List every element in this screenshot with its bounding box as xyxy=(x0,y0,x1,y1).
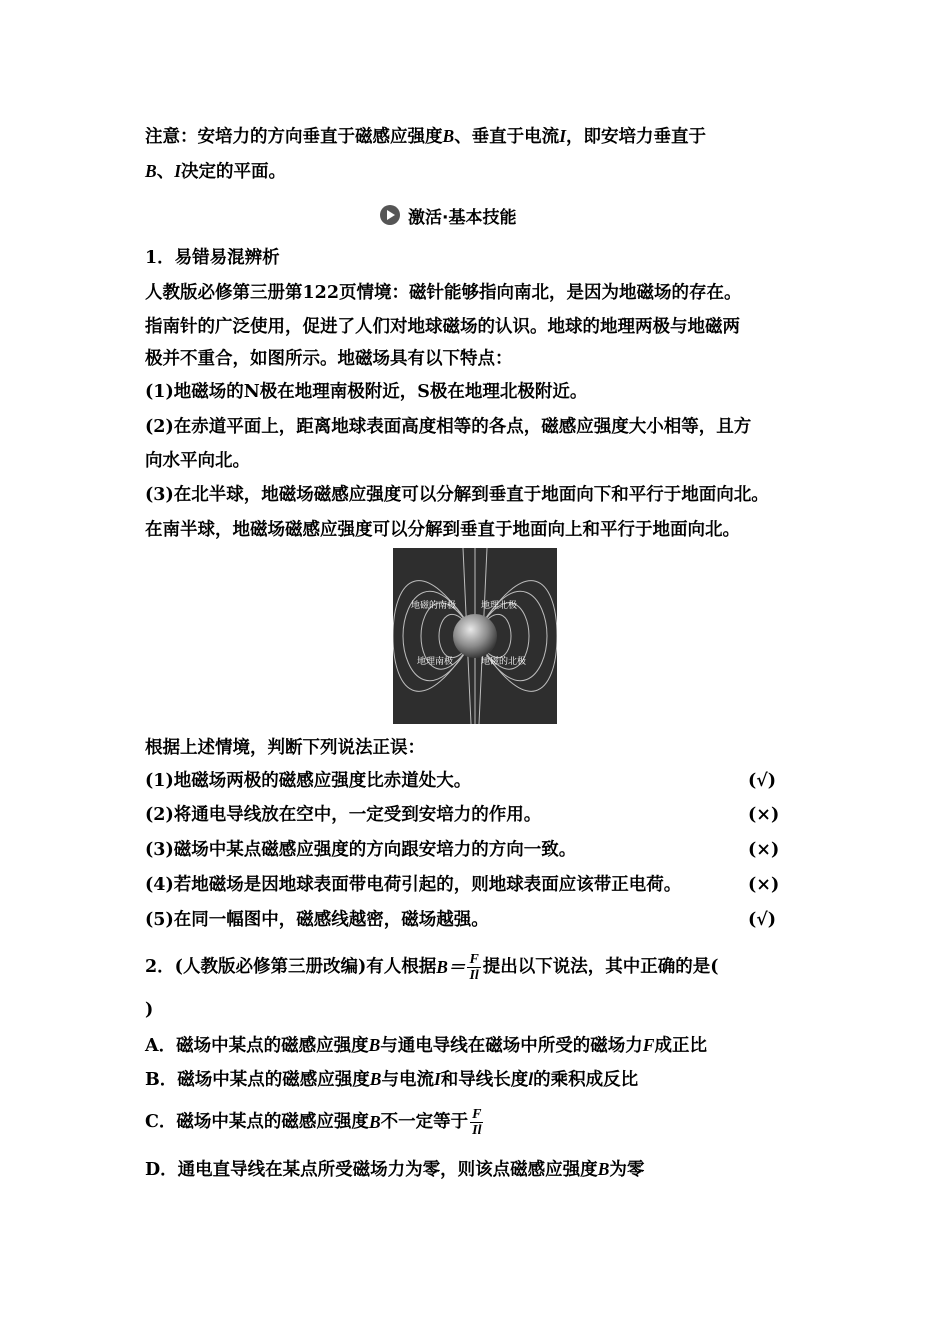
symbol-B: B xyxy=(368,1035,381,1055)
option-text: 和导线长度 xyxy=(440,1070,529,1090)
q1-heading: 1．易错易混辨析 xyxy=(145,248,280,268)
option-text: 为零 xyxy=(609,1160,645,1180)
symbol-B: B xyxy=(597,1159,610,1179)
option-A xyxy=(145,1033,815,1058)
option-text: B．磁场中某点的磁感应强度 xyxy=(145,1070,370,1090)
symbol-B: B xyxy=(145,161,157,181)
note-text: ，即安培力垂直于 xyxy=(566,127,706,147)
judgment-prompt: 根据上述情境，判断下列说法正误： xyxy=(145,738,425,758)
label-geographic-south: 地理南极 xyxy=(417,657,454,667)
context-line: 指南针的广泛使用，促进了人们对地球磁场的认识。地球的地理两极与地磁两 xyxy=(145,317,740,337)
context-line: 极并不重合，如图所示。地磁场具有以下特点： xyxy=(145,349,513,369)
judgment-item: (1)地磁场两极的磁感应强度比赤道处大。 xyxy=(145,771,472,791)
q2-stem-close: ) xyxy=(145,1000,154,1020)
judgment-mark: (×) xyxy=(748,805,780,825)
formula-fraction xyxy=(467,952,480,983)
option-text: 成正比 xyxy=(654,1036,707,1056)
earth-globe xyxy=(453,614,497,658)
q2-stem-text: 提出以下说法，其中正确的是( xyxy=(482,957,719,977)
option-text: 不一定等于 xyxy=(380,1112,469,1132)
play-icon xyxy=(380,205,400,225)
note-line-2 xyxy=(145,159,815,184)
q2-stem xyxy=(145,948,815,986)
formula-lhs: B＝ xyxy=(436,957,466,977)
symbol-l: l xyxy=(528,1069,534,1089)
context-line: (2)在赤道平面上，距离地球表面高度相等的各点，磁感应强度大小相等，且方 xyxy=(145,417,752,437)
judgment-mark: (√) xyxy=(748,910,777,930)
symbol-I: I xyxy=(174,161,181,181)
note-text: 、 xyxy=(156,162,175,182)
label-magnetic-north: 地磁的北极 xyxy=(481,657,527,667)
judgment-mark: (√) xyxy=(748,771,777,791)
option-text: A．磁场中某点的磁感应强度 xyxy=(145,1036,369,1056)
label-magnetic-south: 地磁的南极 xyxy=(411,601,457,611)
symbol-B: B xyxy=(368,1112,381,1132)
note-text: ：安培力的方向垂直于磁感应强度 xyxy=(180,127,443,147)
symbol-B: B xyxy=(369,1069,382,1089)
context-line: 在南半球，地磁场磁感应强度可以分解到垂直于地面向上和平行于地面向北。 xyxy=(145,520,740,540)
option-text: C．磁场中某点的磁感应强度 xyxy=(145,1112,369,1132)
judgment-mark: (×) xyxy=(748,840,780,860)
fraction-denominator: Il xyxy=(469,967,479,983)
note-text: 决定的平面。 xyxy=(181,162,286,182)
judgment-item: (3)磁场中某点磁感应强度的方向跟安培力的方向一致。 xyxy=(145,840,577,860)
option-D xyxy=(145,1157,815,1182)
option-B xyxy=(145,1067,815,1092)
judgment-item: (2)将通电导线放在空中，一定受到安培力的作用。 xyxy=(145,805,542,825)
fraction-numerator: F xyxy=(472,1106,482,1122)
option-text: 与电流 xyxy=(381,1070,434,1090)
earth-magnetic-field-figure xyxy=(393,548,557,724)
symbol-I: I xyxy=(433,1069,441,1089)
q2-stem-text: 2．(人教版必修第三册改编)有人根据 xyxy=(145,957,437,977)
note-line-1 xyxy=(145,124,815,149)
label-geographic-north: 地理北极 xyxy=(481,601,518,611)
context-line: 向水平向北。 xyxy=(145,451,250,471)
fraction-numerator: F xyxy=(469,951,479,967)
note-label: 注意 xyxy=(145,127,180,147)
note-text: 、垂直于电流 xyxy=(454,127,560,147)
option-text: 与通电导线在磁场中所受的磁场力 xyxy=(380,1036,643,1056)
field-lines-diagram xyxy=(393,548,557,724)
fraction-denominator: Il xyxy=(472,1122,482,1138)
judgment-item: (5)在同一幅图中，磁感线越密，磁场越强。 xyxy=(145,910,489,930)
section-title: 激活·基本技能 xyxy=(408,207,517,228)
context-line: (3)在北半球，地磁场磁感应强度可以分解到垂直于地面向下和平行于地面向北。 xyxy=(145,485,769,505)
judgment-item: (4)若地磁场是因地球表面带电荷引起的，则地球表面应该带正电荷。 xyxy=(145,875,682,895)
section-heading xyxy=(380,202,516,228)
symbol-I: I xyxy=(559,126,566,146)
option-text: D．通电直导线在某点所受磁场力为零，则该点磁感应强度 xyxy=(145,1160,598,1180)
symbol-B: B xyxy=(442,126,455,146)
context-line: (1)地磁场的N极在地理南极附近，S极在地理北极附近。 xyxy=(145,382,588,402)
symbol-F: F xyxy=(642,1035,655,1055)
judgment-mark: (×) xyxy=(748,875,780,895)
formula-fraction xyxy=(470,1107,483,1138)
option-text: 的乘积成反比 xyxy=(533,1070,639,1090)
context-line: 人教版必修第三册第122页情境：磁针能够指向南北，是因为地磁场的存在。 xyxy=(145,283,742,303)
option-C xyxy=(145,1102,815,1142)
